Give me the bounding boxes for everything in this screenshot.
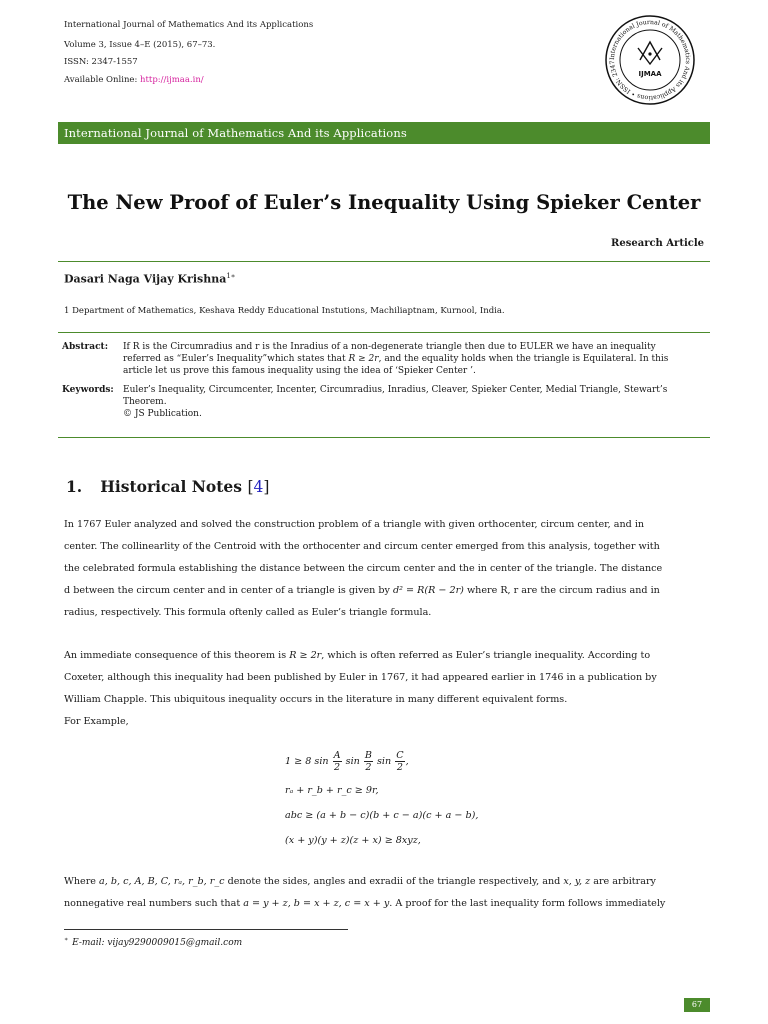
svg-text:IJMAA: IJMAA xyxy=(638,70,662,78)
copyright: © JS Publication. xyxy=(123,409,202,419)
abstract xyxy=(62,341,706,381)
availability xyxy=(64,75,204,85)
author-name: Dasari Naga Vijay Krishna$^{1∗}$ xyxy=(64,272,236,286)
divider xyxy=(58,332,710,333)
abstract-text: If R is the Circumradius and r is the Inradius of a non-degenerate triangle then due to EULER we have an inequality referred as “Euler’s Inequality”which states that R ≥ 2r, and the equality holds when the triangle is Equilateral. In this article let us prove this famous inequality using the idea of ‘Spieker Center ’. xyxy=(123,342,669,376)
page-number: 67 xyxy=(684,998,710,1012)
divider xyxy=(58,261,710,262)
journal-name: International Journal of Mathematics And its Applications xyxy=(64,20,314,30)
author-email: E-mail: vijay9290009015@gmail.com xyxy=(72,938,243,948)
footnote-mark: ∗ xyxy=(64,936,69,943)
equation-1: 1 ≥ 8 sin $\frac{A}{2}$ sin $\frac{B}{2}$ sin $\frac{C}{2}$ , xyxy=(285,750,409,773)
citation-link[interactable]: 4 xyxy=(253,478,264,496)
section-title: Historical Notes xyxy=(100,477,243,496)
footnote-rule xyxy=(64,929,348,930)
footnote xyxy=(64,936,242,948)
available-label: Available Online: xyxy=(64,75,141,85)
equation-2: rₐ + r_b + r_c ≥ 9r, xyxy=(285,785,379,796)
paragraph-1: In 1767 Euler analyzed and solved the construction problem of a triangle with given orthocenter, circum center, and in center. The collinearlity of the Centroid with the orthocenter and circum center emerged from this analysis, together with the celebrated formula establishing the distance between the circum center and the in center of the triangle. The distance d between the circum center and in center of a triangle is given by d² = R(R − 2r) where R, r are the circum radius and in radius, respectively. This formula oftenly called as Euler’s triangle formula. xyxy=(64,519,663,618)
journal-url-link[interactable]: http://ijmaa.in/ xyxy=(140,75,204,85)
author-marks: 1∗ xyxy=(226,272,236,280)
journal-banner: International Journal of Mathematics And its Applications xyxy=(58,122,710,144)
section-heading: 1. Historical Notes [4] xyxy=(66,477,270,496)
keywords-label: Keywords: xyxy=(62,385,114,395)
affiliation: 1 Department of Mathematics, Keshava Reddy Educational Instutions, Machiliaptnam, Kurnool, India. xyxy=(64,306,505,316)
issn: ISSN: 2347-1557 xyxy=(64,57,138,67)
paragraph-2: An immediate consequence of this theorem is R ≥ 2r, which is often referred as Euler’s triangle inequality. According to Coxeter, although this inequality had been published by Euler in 1767, it had appeared earlier in 1746 in a publication by William Chapple. This ubiquitous inequality occurs in the literature in many different equivalent forms. For Example, xyxy=(64,650,657,727)
paper-title: The New Proof of Euler’s Inequality Using Spieker Center xyxy=(67,191,701,214)
keywords xyxy=(62,384,706,424)
divider xyxy=(58,437,710,438)
journal-seal-logo xyxy=(604,14,696,106)
article-type: Research Article xyxy=(611,238,704,249)
volume-info: Volume 3, Issue 4–E (2015), 67–73. xyxy=(64,40,216,50)
abstract-label: Abstract: xyxy=(62,342,109,352)
section-number: 1. xyxy=(66,477,83,496)
equation-4: (x + y)(y + z)(z + x) ≥ 8xyz, xyxy=(285,835,421,846)
equation-3: abc ≥ (a + b − c)(b + c − a)(c + a − b), xyxy=(285,810,479,821)
paragraph-3: Where a, b, c, A, B, C, rₐ, r_b, r_c denote the sides, angles and exradii of the triangle respectively, and x, y, z are arbitrary nonnegative real numbers such that a = y + z, b = x + z, c = x + y. A proof for the last inequality form follows immediately xyxy=(64,876,666,909)
svg-text:International Journal of Mathe: International Journal of Mathematics And its Applications • ISSN: 2347 xyxy=(608,18,692,102)
keywords-text: Euler’s Inequality, Circumcenter, Incenter, Circumradius, Inradius, Cleaver, Spieker Center, Medial Triangle, Stewart’s Theorem. © JS Publication. xyxy=(123,384,703,420)
